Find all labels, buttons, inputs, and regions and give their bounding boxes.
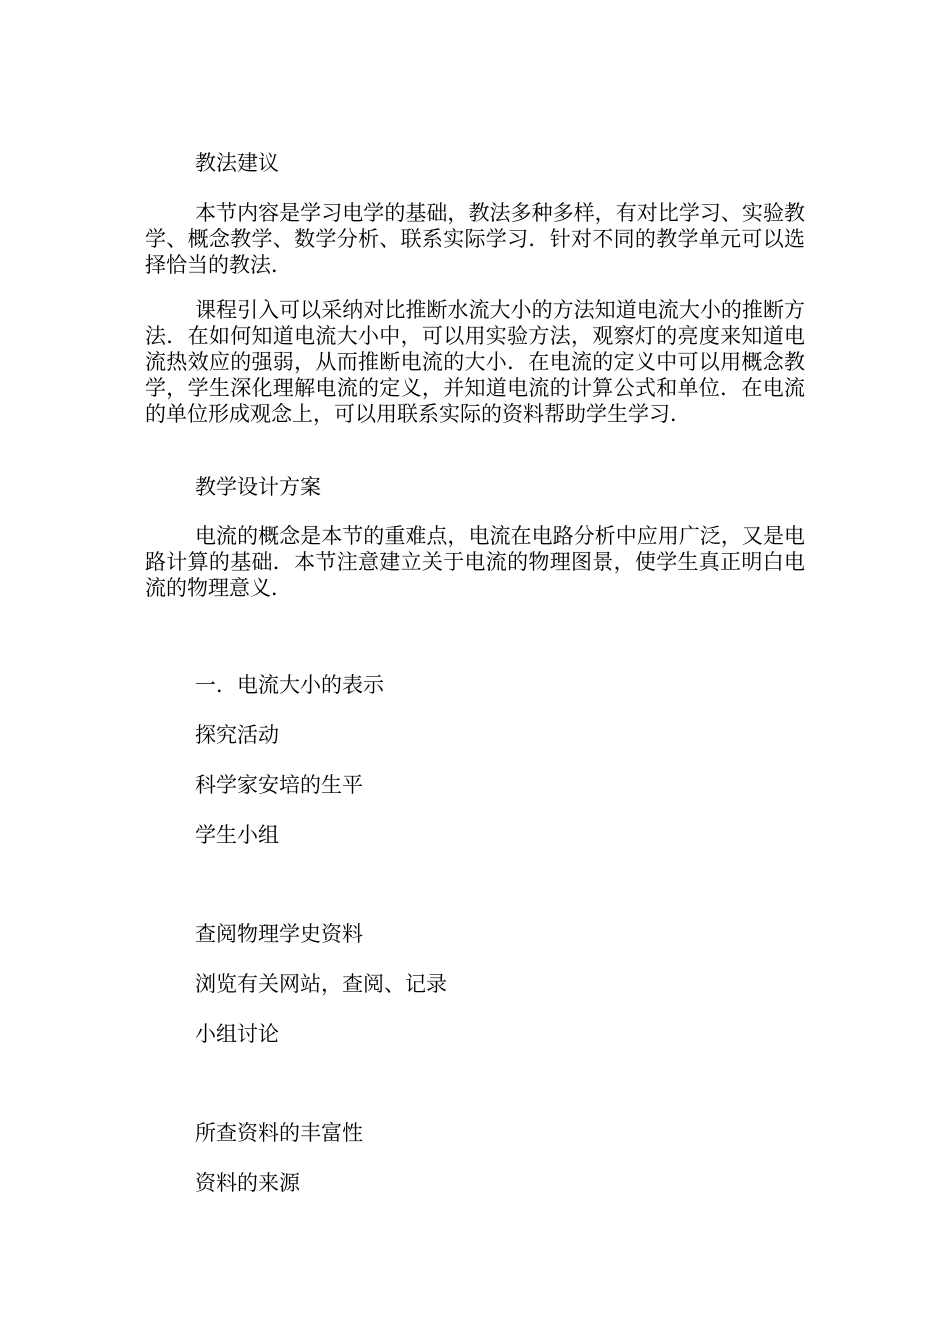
list-item: 所查资料的丰富性 bbox=[195, 1121, 363, 1145]
list-item: 学生小组 bbox=[195, 823, 279, 847]
paragraph-teaching-method: 本节内容是学习电学的基础，教法多种多样，有对比学习、实验教学、概念教学、数学分析、联系实际学习．针对不同的教学单元可以选择恰当的教法． bbox=[145, 201, 805, 277]
list-item: 科学家安培的生平 bbox=[195, 773, 363, 797]
paragraph-course-intro: 课程引入可以采纳对比推断水流大小的方法知道电流大小的推断方法．在如何知道电流大小中，可以用实验方法，观察灯的亮度来知道电流热效应的强弱，从而推断电流的大小．在电流的定义中可以用概念教学，学生深化理解电流的定义，并知道电流的计算公式和单位．在电流的单位形成观念上，可以用联系实际的资料帮助学生学习． bbox=[145, 298, 805, 426]
list-item: 小组讨论 bbox=[195, 1022, 279, 1046]
list-item: 浏览有关网站，查阅、记录 bbox=[195, 972, 447, 996]
list-item: 探究活动 bbox=[195, 723, 279, 747]
heading-teaching-method: 教法建议 bbox=[195, 151, 279, 175]
list-item: 查阅物理学史资料 bbox=[195, 922, 363, 946]
list-item: 资料的来源 bbox=[195, 1171, 300, 1195]
section-title-current-magnitude: 一．电流大小的表示 bbox=[195, 673, 384, 697]
paragraph-current-concept: 电流的概念是本节的重难点，电流在电路分析中应用广泛，又是电路计算的基础．本节注意建立关于电流的物理图景，使学生真正明白电流的物理意义． bbox=[145, 524, 805, 600]
heading-teaching-design: 教学设计方案 bbox=[195, 475, 321, 499]
